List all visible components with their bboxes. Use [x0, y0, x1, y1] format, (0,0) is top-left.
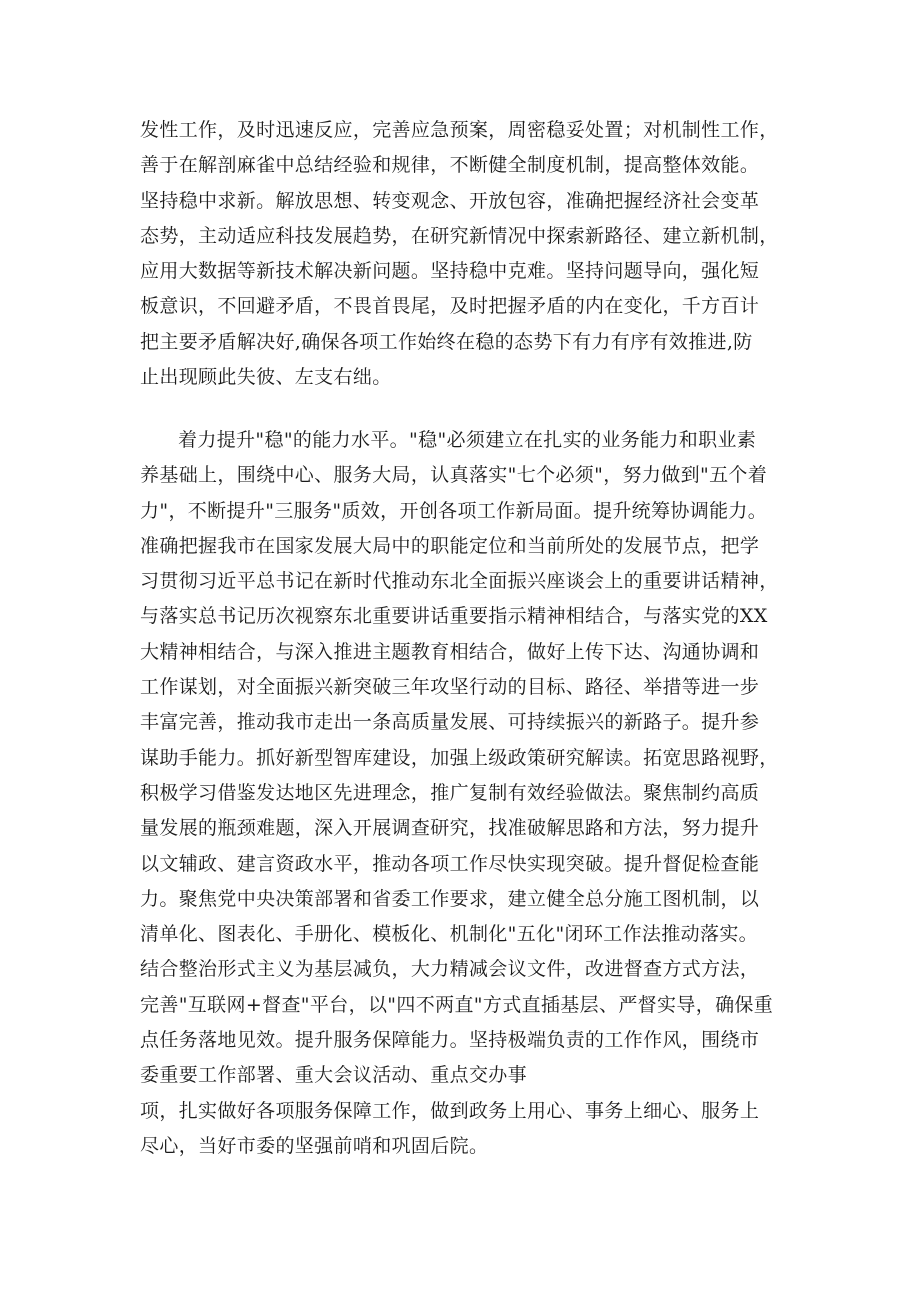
text-line-indented: 着力提升"稳"的能力水平。"稳"必须建立在扎实的业务能力和职业素 — [178, 429, 757, 451]
text-line: 以文辅政、建言资政水平，推动各项工作尽快实现突破。提升督促检查能 — [140, 852, 760, 875]
text-line: 完善"互联网+督查"平台，以"四不两直"方式直插基层、严督实导，确保重 — [140, 993, 774, 1016]
text-line: 把主要矛盾解决好,确保各项工作始终在稳的态势下有力有序有效推进,防 — [140, 330, 753, 353]
text-line: 力"，不断提升"三服务"质效，开创各项工作新局面。提升统筹协调能力。 — [140, 499, 768, 522]
text-line: 准确把握我市在国家发展大局中的职能定位和当前所处的发展节点，把学 — [140, 534, 760, 557]
text-line: 丰富完善，推动我市走出一条高质量发展、可持续振兴的新路子。提升参 — [140, 711, 760, 734]
text-line: 习贯彻习近平总书记在新时代推动东北全面振兴座谈会上的重要讲话精神， — [140, 570, 779, 593]
text-line: 养基础上，围绕中心、服务大局，认真落实"七个必须"，努力做到"五个着 — [140, 464, 768, 487]
text-line: 善于在解剖麻雀中总结经验和规律，不断健全制度机制，提高整体效能。 — [140, 154, 760, 177]
text-line: 量发展的瓶颈难题，深入开展调查研究，找准破解思路和方法，努力提升 — [140, 817, 760, 840]
text-line: 应用大数据等新技术解决新问题。坚持稳中克难。坚持问题导向，强化短 — [140, 260, 760, 283]
text-line: 板意识，不回避矛盾，不畏首畏尾，及时把握矛盾的内在变化，千方百计 — [140, 295, 760, 318]
text-line: 大精神相结合，与深入推进主题教育相结合，做好上传下达、沟通协调和 — [140, 640, 760, 663]
text-line: 态势，主动适应科技发展趋势，在研究新情况中探索新路径、建立新机制， — [140, 224, 779, 247]
text-line: 坚持稳中求新。解放思想、转变观念、开放包容，准确把握经济社会变革 — [140, 189, 760, 212]
text-line: 委重要工作部署、重大会议活动、重点交办事 — [140, 1064, 528, 1087]
text-line: 项，扎实做好各项服务保障工作，做到政务上用心、事务上细心、服务上 — [140, 1099, 760, 1122]
text-line: 结合整治形式主义为基层减负，大力精减会议文件，改进督查方式方法， — [140, 958, 760, 981]
text-line: 止出现顾此失彼、左支右绌。 — [140, 366, 392, 389]
text-line: 积极学习借鉴发达地区先进理念，推广复制有效经验做法。聚焦制约高质 — [140, 781, 760, 804]
text-line: 发性工作，及时迅速反应，完善应急预案，周密稳妥处置；对机制性工作， — [140, 119, 779, 141]
text-line: 点任务落地见效。提升服务保障能力。坚持极端负责的工作作风，围绕市 — [140, 1029, 760, 1052]
text-line: 尽心，当好市委的坚强前哨和巩固后院。 — [140, 1134, 489, 1157]
text-line: 与落实总书记历次视察东北重要讲话重要指示精神相结合，与落实党的XX — [140, 605, 768, 628]
body-paragraph-2 — [140, 423, 790, 1164]
text-line: 谋助手能力。抓好新型智库建设，加强上级政策研究解读。拓宽思路视野， — [140, 746, 779, 769]
text-line: 清单化、图表化、手册化、模板化、机制化"五化"闭环工作法推动落实。 — [140, 923, 759, 946]
text-line: 工作谋划，对全面振兴新突破三年攻坚行动的目标、路径、举措等进一步 — [140, 676, 760, 699]
body-paragraph-1 — [140, 113, 790, 395]
text-line: 力。聚焦党中央决策部署和省委工作要求，建立健全总分施工图机制，以 — [140, 887, 760, 910]
